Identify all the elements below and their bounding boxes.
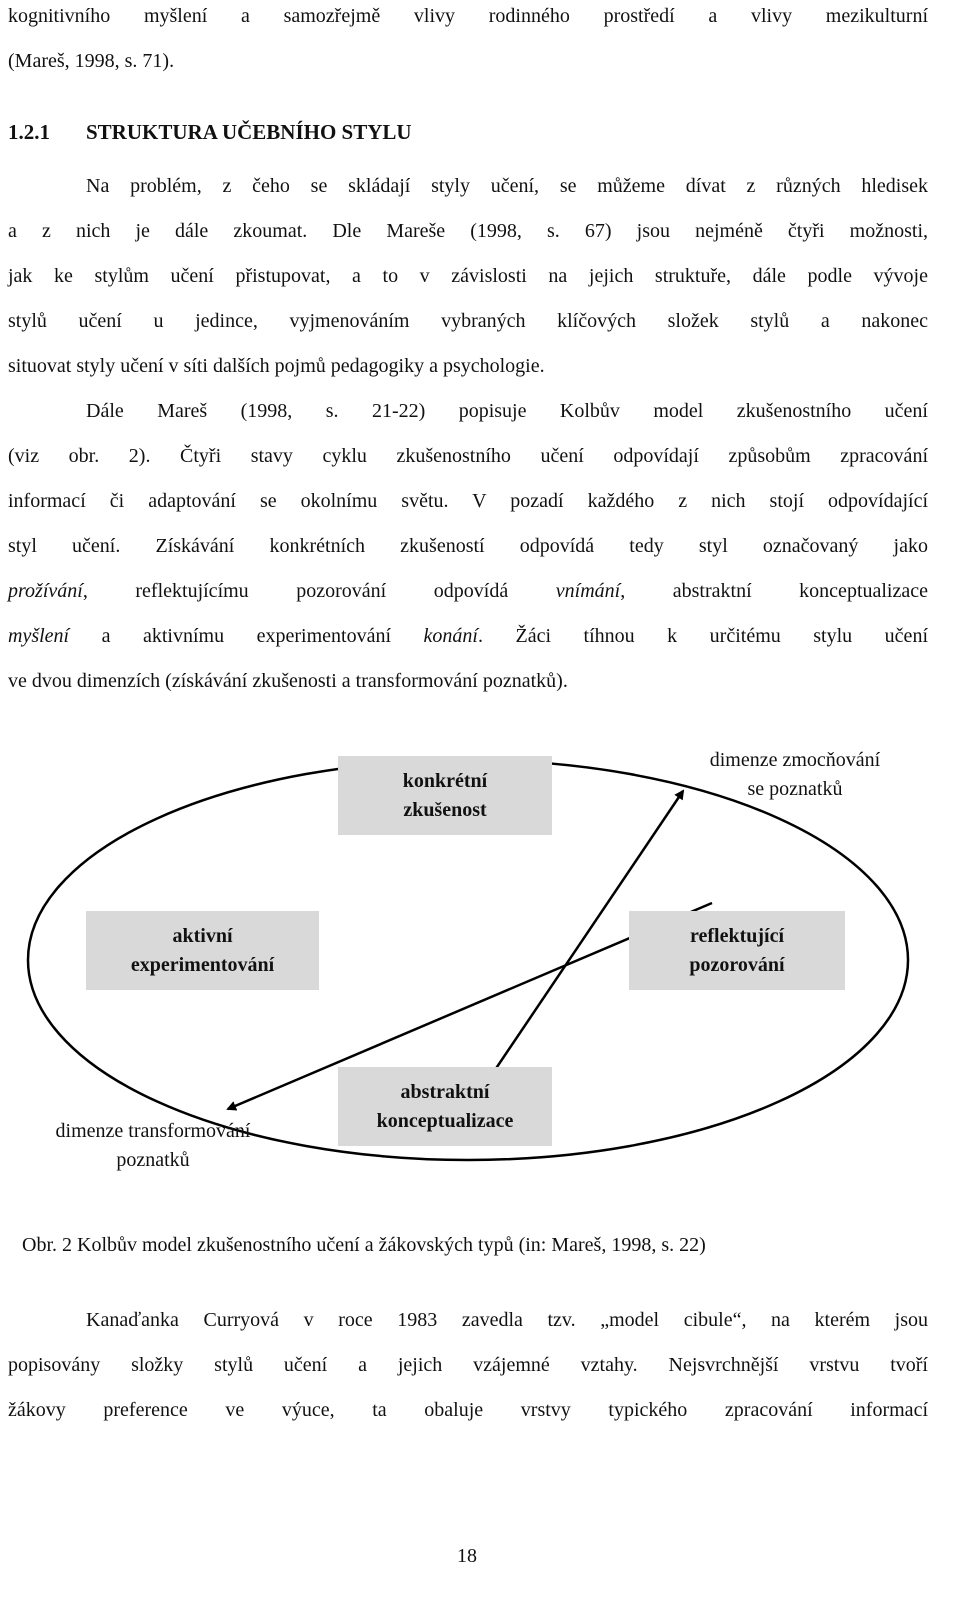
dimension-label: poznatků <box>116 1149 190 1171</box>
body-text-line: (Mareš, 1998, s. 71). <box>8 50 175 72</box>
box-label: zkušenost <box>403 798 487 821</box>
box-label: pozorování <box>689 953 785 976</box>
paragraph-line: (viz obr. 2). Čtyři stavy cyklu zkušenostního učení odpovídají způsobům zpracování <box>8 445 928 467</box>
term-italic: prožívání <box>8 580 83 602</box>
page-number: 18 <box>457 1545 477 1567</box>
box-label: experimentování <box>130 953 275 976</box>
paragraph-line: Kanaďanka Curryová v roce 1983 zavedla tzv. „model cibule“, na kterém jsou <box>86 1309 928 1331</box>
box-concrete-experience <box>338 756 552 835</box>
text-run: , reflektujícímu pozorování odpovídá <box>82 580 556 602</box>
term-italic: myšlení <box>8 625 70 647</box>
box-label: konkrétní <box>402 769 488 792</box>
text-run: . Žáci tíhnou k určitému stylu učení <box>477 625 928 647</box>
paragraph-line: popisovány složky stylů učení a jejich vzájemné vztahy. Nejsvrchnější vrstvu tvoří <box>8 1354 928 1376</box>
dimension-label: dimenze transformování <box>55 1120 251 1142</box>
figure-caption: Obr. 2 Kolbův model zkušenostního učení a žákovských typů (in: Mareš, 1998, s. 22) <box>22 1234 706 1256</box>
text-run: a aktivnímu experimentování <box>69 625 424 647</box>
paragraph-line: Dále Mareš (1998, s. 21-22) popisuje Kolbův model zkušenostního učení <box>86 400 928 422</box>
section-number: 1.2.1 <box>8 120 50 144</box>
paragraph-line: a z nich je dále zkoumat. Dle Mareše (1998, s. 67) jsou nejméně čtyři možnosti, <box>8 220 928 242</box>
box-label: aktivní <box>172 924 233 947</box>
paragraph-line: Na problém, z čeho se skládají styly učení, se můžeme dívat z různých hledisek <box>86 175 928 197</box>
paragraph-line: žákovy preference ve výuce, ta obaluje vrstvy typického zpracování informací <box>8 1399 928 1421</box>
dimension-label: se poznatků <box>747 778 843 800</box>
label-transformation-dimension <box>18 1117 288 1175</box>
box-label: konceptualizace <box>376 1109 514 1132</box>
label-empowerment-dimension <box>670 746 920 804</box>
paragraph-line: stylů učení u jedince, vyjmenováním vybraných klíčových složek stylů a nakonec <box>8 310 928 332</box>
term-italic: konání <box>423 625 478 647</box>
paragraph-line: jak ke stylům učení přistupovat, a to v závislosti na jejich struktuře, dále podle vývoje <box>8 265 928 287</box>
paragraph-line: styl učení. Získávání konkrétních zkušeností odpovídá tedy styl označovaný jako <box>8 535 928 557</box>
body-text-line: kognitivního myšlení a samozřejmě vlivy rodinného prostředí a vlivy mezikulturní <box>8 5 928 27</box>
paragraph-line: informací či adaptování se okolnímu světu. V pozadí každého z nich stojí odpovídající <box>8 490 928 512</box>
paragraph-line: ve dvou dimenzích (získávání zkušenosti a transformování poznatků). <box>8 670 568 692</box>
dimension-label: dimenze zmocňování <box>709 749 881 771</box>
box-label: abstraktní <box>400 1080 490 1103</box>
box-reflective-observation <box>629 911 845 990</box>
term-italic: vnímání <box>555 580 621 602</box>
section-title: STRUKTURA UČEBNÍHO STYLU <box>86 120 412 144</box>
text-run: , abstraktní konceptualizace <box>620 580 928 602</box>
box-abstract-conceptualization <box>338 1067 552 1146</box>
box-active-experimentation <box>86 911 319 990</box>
paragraph-line: situovat styly učení v síti dalších pojmů pedagogiky a psychologie. <box>8 355 545 377</box>
box-label: reflektující <box>689 924 785 947</box>
